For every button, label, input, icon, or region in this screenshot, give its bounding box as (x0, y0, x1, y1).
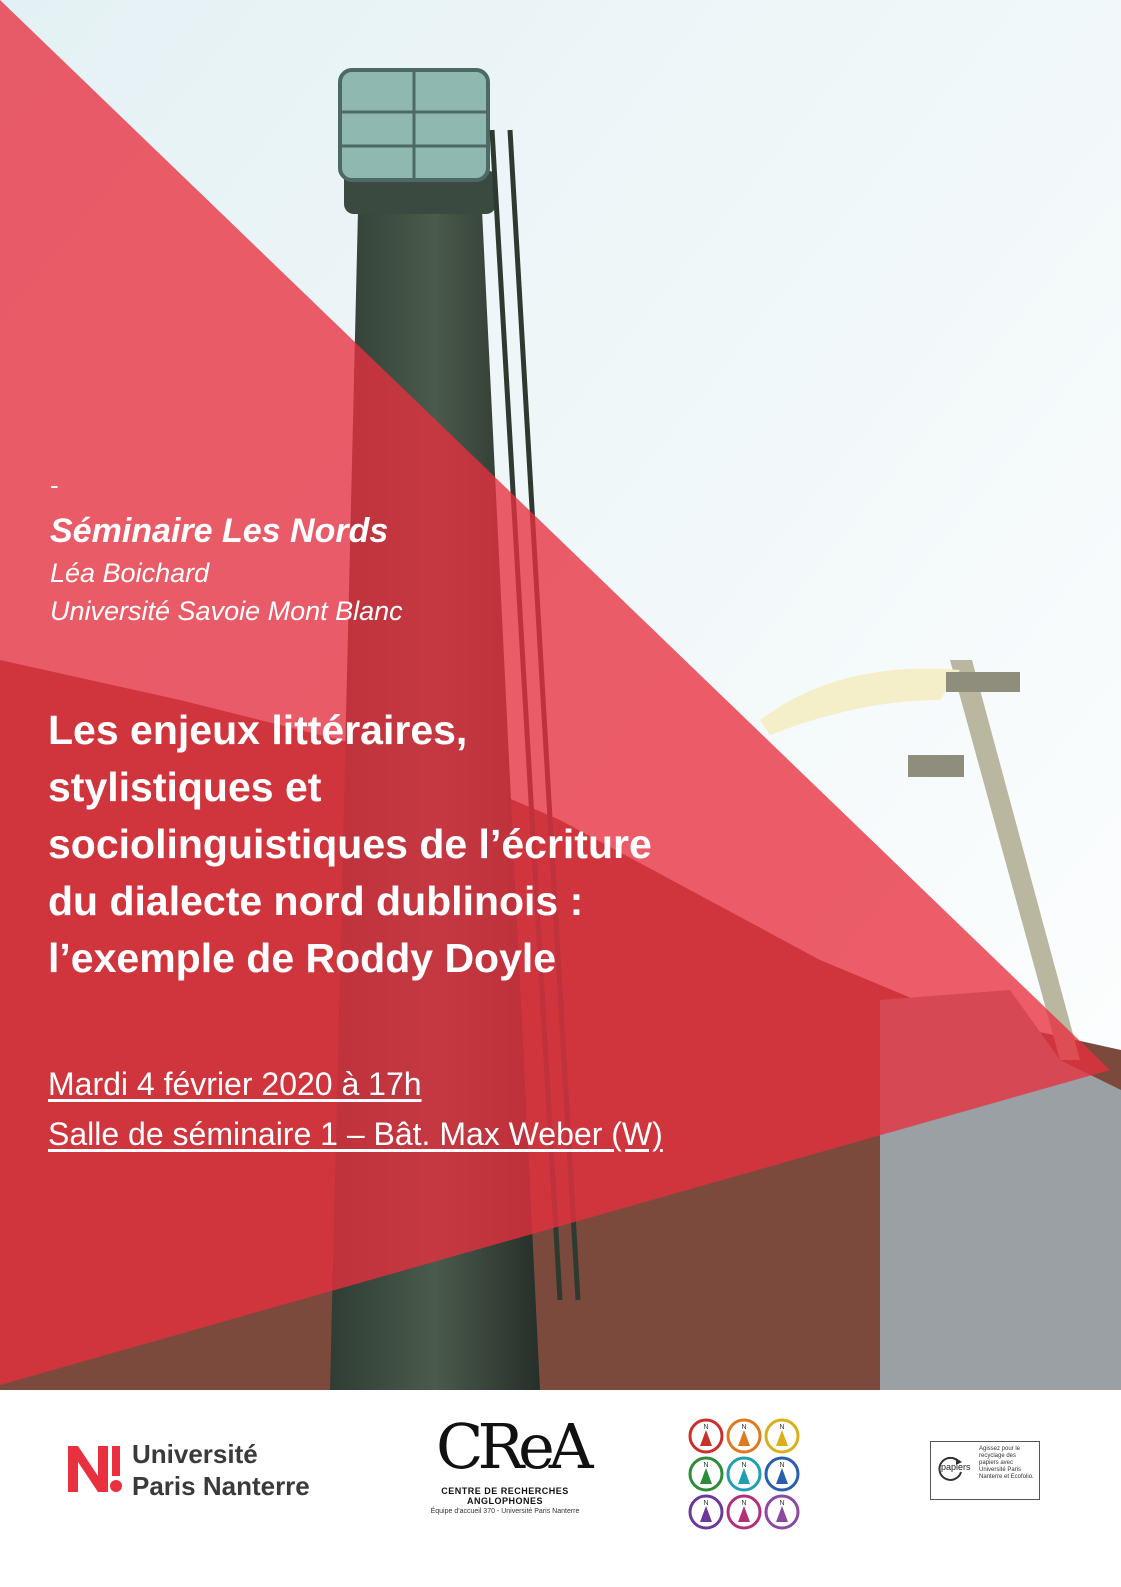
compass-letter: N (741, 1462, 747, 1469)
compass-needle (738, 1506, 750, 1522)
speaker-name: Léa Boichard (50, 558, 210, 588)
talk-title-line: Les enjeux littéraires, (48, 707, 468, 753)
talk-title (48, 702, 878, 987)
compass-letter: N (703, 1500, 709, 1507)
compass-needle (776, 1468, 788, 1484)
compass-needle (738, 1468, 750, 1484)
talk-title-line: du dialecte nord dublinois : (48, 878, 584, 924)
compass-letter: N (703, 1424, 709, 1431)
crea-logo (430, 1410, 588, 1540)
recycling-logo (930, 1441, 1040, 1500)
nanterre-logo-text (132, 1438, 310, 1502)
talk-title-line: l’exemple de Roddy Doyle (48, 935, 557, 981)
compass-letter: N (741, 1500, 747, 1507)
nanterre-logo-line: Paris Nanterre (132, 1471, 310, 1501)
crea-logo-line: ANGLOPHONES (466, 1496, 543, 1506)
compass-letter: N (703, 1462, 709, 1469)
decorative-dash: - (50, 470, 59, 500)
crea-logo-mark: CReA (436, 1410, 588, 1483)
talk-title-line: stylistiques et (48, 764, 322, 810)
compass-letter: N (779, 1462, 785, 1469)
compass-needle (776, 1430, 788, 1446)
event-room: Salle de séminaire 1 – Bât. Max Weber (W) (48, 1116, 663, 1152)
event-date: Mardi 4 février 2020 à 17h (48, 1066, 422, 1102)
compass-needle (700, 1468, 712, 1484)
talk-title-line: sociolinguistiques de l’écriture (48, 821, 652, 867)
compass-needle (700, 1430, 712, 1446)
nanterre-logo-icon (68, 1440, 124, 1500)
speaker-affiliation: Université Savoie Mont Blanc (50, 596, 403, 626)
compass-grid-icon (688, 1418, 802, 1530)
crea-logo-note: Équipe d'accueil 370 - Université Paris Nanterre (430, 1508, 580, 1515)
nanterre-logo (68, 1438, 348, 1508)
crea-logo-line: CENTRE DE RECHERCHES (441, 1486, 569, 1496)
crea-logo-caption (430, 1486, 580, 1506)
nanterre-logo-line: Université (132, 1439, 258, 1469)
compass-needle (700, 1506, 712, 1522)
compass-letter: N (779, 1424, 785, 1431)
compass-letter: N (779, 1500, 785, 1507)
seminar-series-title: Séminaire Les Nords (50, 512, 389, 550)
compass-needle (738, 1430, 750, 1446)
recycling-brand: papiers (941, 1462, 971, 1472)
recycling-note: Agissez pour le recyclage des papiers avec Université Paris Nanterre et Ecofolio. (979, 1446, 1034, 1480)
compass-letter: N (741, 1424, 747, 1431)
compass-needle (776, 1506, 788, 1522)
compass-grid (690, 1420, 798, 1528)
